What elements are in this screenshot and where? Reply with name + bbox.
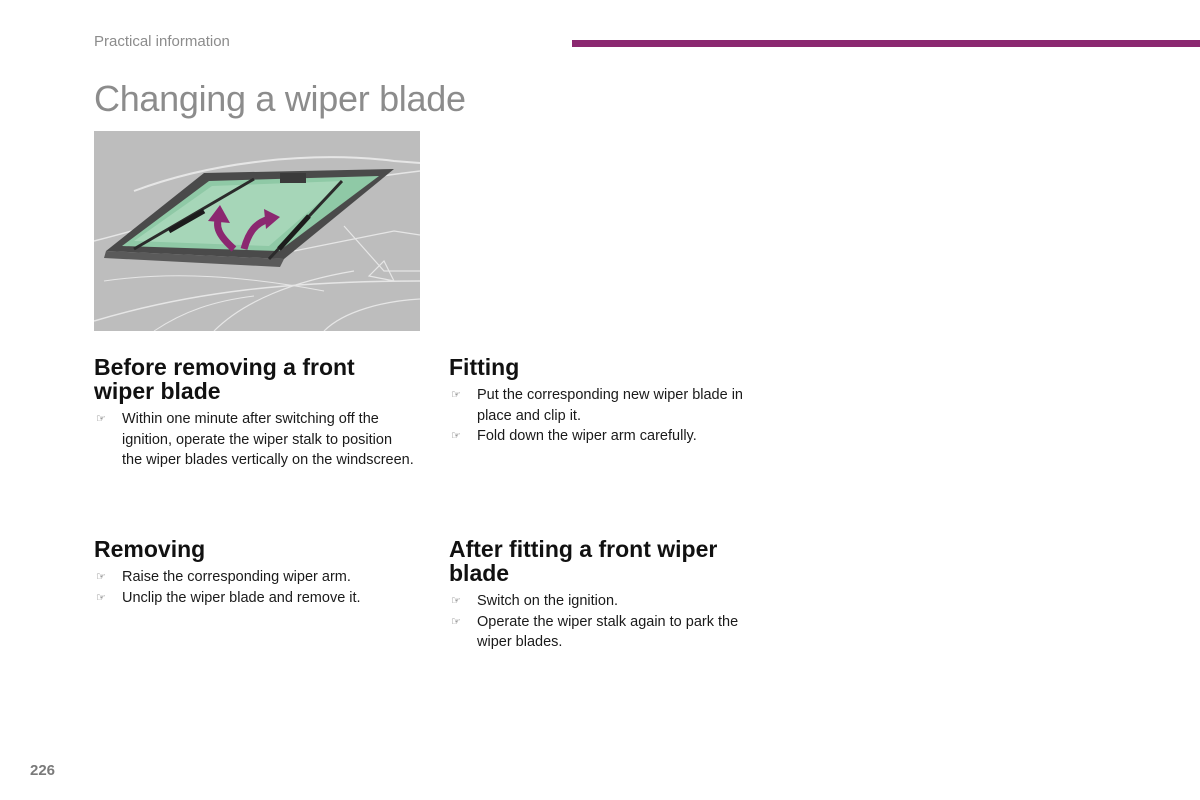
instruction-text: Put the corresponding new wiper blade in place and clip it. (477, 387, 743, 424)
instruction-list (94, 409, 414, 471)
list-item (449, 426, 769, 447)
instruction-text: Fold down the wiper arm carefully. (477, 428, 697, 444)
instruction-list (94, 567, 414, 608)
section-heading: After fitting a front wiper blade (449, 536, 718, 586)
pointing-hand-icon: ☞ (96, 413, 106, 425)
section-heading: Before removing a front wiper blade (94, 354, 355, 404)
pointing-hand-icon: ☞ (96, 591, 106, 604)
list-item (449, 612, 759, 653)
pointing-hand-icon: ☞ (451, 595, 461, 607)
instruction-text: Operate the wiper stalk again to park the wiper blades. (477, 613, 739, 650)
instruction-list (449, 591, 759, 653)
removing-section (94, 537, 414, 608)
list-item (94, 409, 414, 471)
instruction-text: Switch on the ignition. (477, 593, 619, 609)
instruction-text: Within one minute after switching off the ignition, operate the wiper stalk to position the wiper blades vertically on the windscreen. (122, 411, 414, 468)
list-item (449, 385, 769, 426)
before-removing-section (94, 355, 414, 471)
pointing-hand-icon: ☞ (96, 571, 106, 583)
wiper-illustration (94, 131, 420, 331)
instruction-text: Unclip the wiper blade and remove it. (122, 589, 361, 606)
section-accent-bar (572, 40, 1200, 47)
section-label: Practical information (94, 33, 230, 50)
section-heading: Removing (94, 536, 206, 562)
pointing-hand-icon: ☞ (451, 389, 461, 401)
after-fitting-section (449, 537, 759, 653)
list-item (449, 591, 759, 612)
instruction-list (449, 385, 769, 447)
section-heading: Fitting (449, 354, 520, 380)
pointing-hand-icon: ☞ (451, 430, 461, 442)
list-item (94, 567, 414, 588)
pointing-hand-icon: ☞ (451, 615, 461, 628)
fitting-section (449, 355, 769, 447)
page-number: 226 (30, 762, 56, 779)
page-title: Changing a wiper blade (94, 78, 466, 119)
list-item (94, 588, 414, 609)
instruction-text: Raise the corresponding wiper arm. (122, 569, 351, 585)
